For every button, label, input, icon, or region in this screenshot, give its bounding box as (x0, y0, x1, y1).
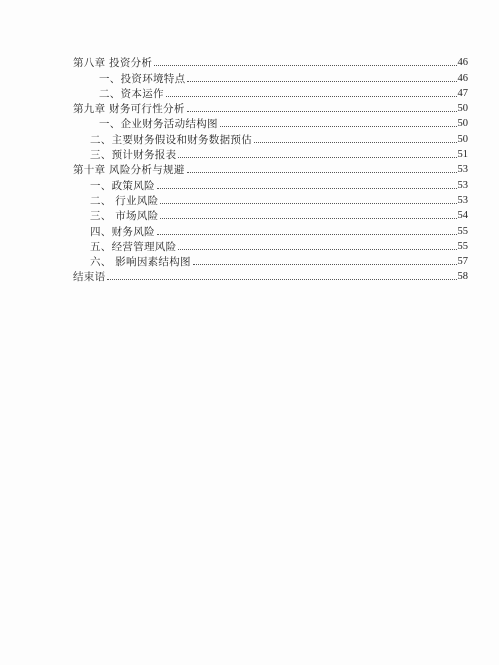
toc-entry-title: 二、主要财务假设和财务数据预估 (90, 133, 252, 146)
toc-entry[interactable] (73, 268, 468, 283)
toc-entry-page: 46 (457, 57, 468, 69)
toc-entry[interactable] (73, 238, 468, 253)
toc-leader-dots (187, 172, 457, 173)
toc-entry-page: 58 (457, 271, 468, 283)
toc-entry-title: 三、预计财务报表 (90, 149, 177, 162)
toc-leader-dots (154, 65, 456, 66)
toc-entry-page: 53 (457, 164, 468, 176)
toc-entry[interactable] (73, 192, 468, 207)
toc-entry-page: 50 (457, 133, 468, 145)
toc-entry[interactable] (73, 161, 468, 176)
toc-entry-page: 53 (457, 194, 468, 206)
toc-entry-title: 第十章 风险分析与规避 (73, 164, 185, 177)
toc-leader-dots (187, 111, 457, 112)
toc-entry-title: 一、企业财务活动结构图 (99, 118, 218, 131)
toc-entry-page: 57 (457, 256, 468, 268)
toc-entry-title: 三、 市场风险 (90, 210, 159, 223)
toc-entry-page: 46 (457, 72, 468, 84)
toc-entry[interactable] (73, 253, 468, 268)
toc-entry[interactable] (73, 69, 468, 84)
toc-entry-title: 六、 影响因素结构图 (90, 256, 191, 269)
toc-entry-page: 55 (457, 240, 468, 252)
toc-leader-dots (178, 157, 456, 158)
toc-entry[interactable] (73, 176, 468, 191)
toc-leader-dots (160, 203, 456, 204)
toc-entry-page: 50 (457, 118, 468, 130)
toc-entry-title: 结束语 (73, 271, 106, 284)
toc-entry[interactable] (73, 100, 468, 115)
toc-entry-page: 47 (457, 87, 468, 99)
toc-entry-title: 第九章 财务可行性分析 (73, 103, 185, 116)
toc-entry-title: 二、 行业风险 (90, 194, 159, 207)
toc-entry[interactable] (73, 130, 468, 145)
toc-entry-title: 四、财务风险 (90, 225, 155, 238)
toc-entry-title: 一、投资环境特点 (99, 72, 186, 85)
table-of-contents (73, 54, 468, 283)
toc-entry-title: 五、经营管理风险 (90, 240, 177, 253)
toc-entry-page: 53 (457, 179, 468, 191)
toc-entry[interactable] (73, 85, 468, 100)
toc-entry-page: 50 (457, 103, 468, 115)
toc-leader-dots (220, 126, 457, 127)
toc-entry[interactable] (73, 146, 468, 161)
toc-leader-dots (157, 188, 457, 189)
toc-entry-page: 54 (457, 210, 468, 222)
toc-entry-title: 一、政策风险 (90, 179, 155, 192)
toc-entry-page: 55 (457, 225, 468, 237)
toc-leader-dots (107, 279, 456, 280)
toc-entry[interactable] (73, 207, 468, 222)
toc-leader-dots (160, 218, 456, 219)
toc-leader-dots (193, 264, 457, 265)
toc-leader-dots (166, 96, 457, 97)
toc-leader-dots (157, 234, 457, 235)
toc-leader-dots (187, 81, 456, 82)
toc-entry-title: 二、资本运作 (99, 87, 164, 100)
toc-entry-title: 第八章 投资分析 (73, 57, 153, 70)
toc-entry[interactable] (73, 54, 468, 69)
toc-leader-dots (178, 249, 456, 250)
toc-entry[interactable] (73, 222, 468, 237)
toc-entry-page: 51 (457, 149, 468, 161)
toc-entry[interactable] (73, 115, 468, 130)
toc-leader-dots (254, 142, 457, 143)
